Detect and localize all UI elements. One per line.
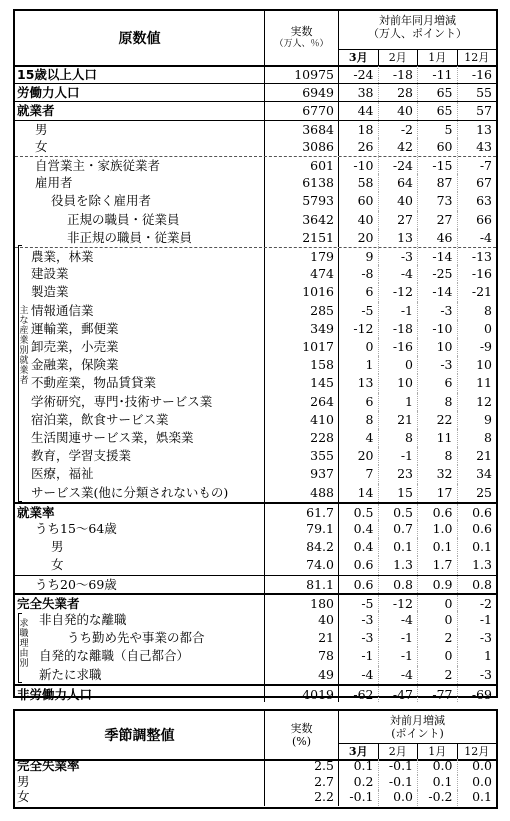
row-change: 40 bbox=[357, 211, 374, 227]
table-header bbox=[15, 11, 496, 67]
row-change: 20 bbox=[357, 229, 374, 245]
row-change: 65 bbox=[417, 84, 457, 101]
table-row bbox=[15, 83, 496, 101]
row-change: 8 bbox=[378, 429, 418, 447]
table-row bbox=[15, 684, 496, 702]
row-label: 女 bbox=[15, 138, 265, 156]
row-label: 不動産業，物品賃貸業 bbox=[15, 374, 265, 392]
table-row bbox=[15, 502, 496, 520]
table-row bbox=[15, 192, 496, 210]
row-change: 0.1 bbox=[457, 538, 497, 556]
row-change: 60 bbox=[417, 138, 457, 156]
row-change: 18 bbox=[357, 121, 374, 137]
row-change: -4 bbox=[457, 229, 497, 247]
row-change: 8 bbox=[457, 302, 497, 320]
table-row bbox=[15, 229, 496, 247]
row-change: -3 bbox=[457, 666, 497, 684]
row-label: 卸売業，小売業 bbox=[15, 338, 265, 356]
table-row bbox=[15, 775, 496, 791]
row-label: 就業者 bbox=[15, 102, 265, 119]
table-row bbox=[15, 759, 496, 775]
row-value: 410 bbox=[265, 411, 339, 429]
row-change: 21 bbox=[457, 447, 497, 465]
row-change: 64 bbox=[378, 174, 418, 192]
table-row bbox=[15, 101, 496, 119]
row-label: 非労働力人口 bbox=[15, 686, 265, 702]
row-change: -2 bbox=[378, 121, 418, 138]
row-change: 9 bbox=[365, 249, 374, 264]
row-change: 1 bbox=[378, 393, 418, 411]
row-label: 宿泊業，飲食サービス業 bbox=[15, 411, 265, 429]
row-change: 40 bbox=[378, 192, 418, 210]
row-change: -47 bbox=[378, 686, 418, 702]
row-value: 3086 bbox=[265, 138, 339, 156]
month-header: 12月 bbox=[457, 743, 497, 759]
row-change: -3 bbox=[361, 612, 374, 627]
row-change: -77 bbox=[417, 686, 457, 702]
table-row bbox=[15, 120, 496, 138]
row-change: 23 bbox=[378, 465, 418, 483]
row-change: 0.6 bbox=[353, 576, 374, 592]
change-header-line1: 対前月増減 bbox=[390, 714, 445, 727]
table-row bbox=[15, 538, 496, 556]
row-change: 0.0 bbox=[417, 759, 457, 775]
row-value: 6138 bbox=[265, 174, 339, 192]
table-row bbox=[15, 647, 496, 665]
row-change: -1 bbox=[457, 611, 497, 629]
row-label: 完全失業者 bbox=[15, 595, 265, 611]
row-change: 28 bbox=[378, 84, 418, 101]
row-change: -4 bbox=[378, 666, 418, 684]
row-change: -16 bbox=[378, 338, 418, 356]
table-row bbox=[15, 575, 496, 593]
table-row bbox=[15, 211, 496, 229]
row-change: 46 bbox=[417, 229, 457, 247]
row-label: 役員を除く雇用者 bbox=[15, 192, 265, 210]
table-row bbox=[15, 356, 496, 374]
row-change: 14 bbox=[357, 484, 374, 500]
row-change: -12 bbox=[353, 320, 374, 336]
row-value: 937 bbox=[265, 465, 339, 483]
row-label: 情報通信業 bbox=[15, 302, 265, 320]
row-value: 78 bbox=[265, 647, 339, 665]
table-row bbox=[15, 156, 496, 174]
row-label: 自営業主・家族従業者 bbox=[15, 157, 265, 174]
month-header: 3月 bbox=[339, 49, 378, 65]
row-change: 38 bbox=[357, 85, 374, 101]
table-row bbox=[15, 666, 496, 684]
row-change: -3 bbox=[361, 630, 374, 646]
row-change: 87 bbox=[417, 174, 457, 192]
row-value: 145 bbox=[265, 374, 339, 392]
value-column-header bbox=[265, 11, 339, 65]
industry-side-label: 主な産業別就業者 bbox=[19, 306, 29, 386]
row-change: 6 bbox=[365, 284, 374, 300]
row-change: 73 bbox=[417, 192, 457, 210]
row-change: -3 bbox=[457, 629, 497, 647]
row-change: 7 bbox=[365, 466, 374, 482]
row-value: 6949 bbox=[265, 84, 339, 101]
row-value: 2.5 bbox=[265, 759, 339, 775]
seasonally-adjusted-table bbox=[13, 709, 498, 809]
month-header: 12月 bbox=[457, 49, 497, 65]
row-value: 3684 bbox=[265, 121, 339, 138]
row-label: 運輸業，郵便業 bbox=[15, 320, 265, 338]
month-header: 1月 bbox=[417, 49, 457, 65]
row-change: 0 bbox=[417, 611, 457, 629]
row-change: 1.7 bbox=[417, 556, 457, 574]
row-change: -3 bbox=[417, 302, 457, 320]
row-change: -24 bbox=[353, 67, 374, 82]
row-change: 0.7 bbox=[378, 520, 418, 538]
row-change: -0.1 bbox=[349, 789, 374, 804]
row-change: -0.1 bbox=[378, 775, 418, 791]
table-row bbox=[15, 302, 496, 320]
row-label: 正規の職員・従業員 bbox=[15, 211, 265, 229]
row-change: 10 bbox=[378, 374, 418, 392]
row-change: 11 bbox=[417, 429, 457, 447]
row-change: 0.1 bbox=[417, 775, 457, 791]
row-change: -12 bbox=[378, 595, 418, 611]
row-change: 0 bbox=[378, 356, 418, 374]
row-change: -3 bbox=[417, 356, 457, 374]
table-row bbox=[15, 611, 496, 629]
row-label: 男 bbox=[15, 775, 265, 791]
row-label: 製造業 bbox=[15, 283, 265, 301]
row-change: 6 bbox=[417, 374, 457, 392]
value-header-unit: (%) bbox=[291, 735, 312, 748]
row-change: -9 bbox=[457, 338, 497, 356]
row-change: 10 bbox=[457, 356, 497, 374]
row-change: -13 bbox=[457, 248, 497, 265]
row-value: 21 bbox=[265, 629, 339, 647]
row-change: -8 bbox=[361, 266, 374, 282]
row-change: 11 bbox=[457, 374, 497, 392]
row-change: -3 bbox=[378, 248, 418, 265]
row-change: 0.1 bbox=[353, 758, 374, 773]
table-row bbox=[15, 429, 496, 447]
row-change: -21 bbox=[457, 283, 497, 301]
row-change: 17 bbox=[417, 484, 457, 502]
row-change: -62 bbox=[353, 686, 374, 702]
change-column-header bbox=[339, 11, 496, 65]
row-change: 1.3 bbox=[457, 556, 497, 574]
row-change: 13 bbox=[378, 229, 418, 247]
row-change: -69 bbox=[457, 686, 497, 702]
row-change: 43 bbox=[457, 138, 497, 156]
row-value: 228 bbox=[265, 429, 339, 447]
row-change: 0.4 bbox=[353, 539, 374, 555]
row-label: 15歳以上人口 bbox=[15, 66, 265, 83]
table-row bbox=[15, 447, 496, 465]
row-value: 79.1 bbox=[265, 520, 339, 538]
row-change: 0.2 bbox=[353, 773, 374, 789]
row-change: -25 bbox=[417, 265, 457, 283]
row-change: -5 bbox=[361, 302, 374, 318]
row-label: 医療，福祉 bbox=[15, 465, 265, 483]
row-change: 0.5 bbox=[353, 504, 374, 520]
row-value: 474 bbox=[265, 265, 339, 283]
row-change: -16 bbox=[457, 66, 497, 83]
row-value: 10975 bbox=[265, 66, 339, 83]
row-change: 2 bbox=[417, 629, 457, 647]
row-change: 0.0 bbox=[378, 790, 418, 806]
row-change: -0.2 bbox=[417, 790, 457, 806]
row-label: 生活関連サービス業，娯楽業 bbox=[15, 429, 265, 447]
row-change: -2 bbox=[457, 595, 497, 611]
table-row bbox=[15, 65, 496, 83]
row-change: 8 bbox=[417, 447, 457, 465]
row-change: 0.6 bbox=[457, 504, 497, 520]
row-change: -16 bbox=[457, 265, 497, 283]
row-change: 10 bbox=[417, 338, 457, 356]
row-change: -10 bbox=[353, 158, 374, 173]
row-label: 非自発的な離職 bbox=[15, 611, 265, 629]
row-label: 雇用者 bbox=[15, 174, 265, 192]
row-label: 女 bbox=[15, 790, 265, 806]
row-value: 2.7 bbox=[265, 775, 339, 791]
row-value: 40 bbox=[265, 611, 339, 629]
row-label: 金融業，保険業 bbox=[15, 356, 265, 374]
row-label: サービス業(他に分類されないもの) bbox=[15, 484, 265, 502]
row-change: 0.6 bbox=[417, 504, 457, 520]
table-row bbox=[15, 338, 496, 356]
row-change: 0.5 bbox=[378, 504, 418, 520]
month-headers bbox=[339, 49, 496, 65]
table-header bbox=[15, 711, 496, 761]
row-change: -15 bbox=[417, 157, 457, 174]
row-value: 2151 bbox=[265, 229, 339, 247]
row-change: 20 bbox=[357, 448, 374, 464]
row-change: 42 bbox=[378, 138, 418, 156]
row-label: 就業率 bbox=[15, 504, 265, 520]
row-value: 74.0 bbox=[265, 556, 339, 574]
row-change: -4 bbox=[361, 666, 374, 682]
table-row bbox=[15, 790, 496, 806]
row-change: 63 bbox=[457, 192, 497, 210]
row-change: 34 bbox=[457, 465, 497, 483]
row-value: 5793 bbox=[265, 192, 339, 210]
row-change: 27 bbox=[417, 211, 457, 229]
month-header: 2月 bbox=[378, 49, 418, 65]
row-value: 81.1 bbox=[265, 576, 339, 593]
table-row bbox=[15, 556, 496, 574]
row-label: 女 bbox=[15, 556, 265, 574]
row-change: 21 bbox=[378, 411, 418, 429]
row-change: 8 bbox=[457, 429, 497, 447]
row-label: 新たに求職 bbox=[15, 666, 265, 684]
change-header-line1: 対前年同月増減 bbox=[379, 14, 456, 27]
row-change: -11 bbox=[417, 66, 457, 83]
row-change: 5 bbox=[417, 121, 457, 138]
row-change: -4 bbox=[378, 611, 418, 629]
table-row bbox=[15, 484, 496, 502]
row-value: 84.2 bbox=[265, 538, 339, 556]
row-value: 1017 bbox=[265, 338, 339, 356]
row-change: 0 bbox=[417, 647, 457, 665]
row-change: -1 bbox=[378, 647, 418, 665]
row-label: 学術研究，専門･技術サービス業 bbox=[15, 393, 265, 411]
row-change: 22 bbox=[417, 411, 457, 429]
row-change: 4 bbox=[365, 430, 374, 445]
row-change: 8 bbox=[417, 393, 457, 411]
change-header-line2: （万人、ポイント） bbox=[368, 27, 467, 40]
row-change: 0.0 bbox=[457, 775, 497, 791]
table-row bbox=[15, 465, 496, 483]
row-change: 1.0 bbox=[417, 520, 457, 538]
row-change: -14 bbox=[417, 283, 457, 301]
row-change: -1 bbox=[378, 629, 418, 647]
row-label: うち15～64歳 bbox=[15, 520, 265, 538]
row-label: 教育，学習支援業 bbox=[15, 447, 265, 465]
row-change: 0.1 bbox=[457, 790, 497, 806]
row-value: 264 bbox=[265, 393, 339, 411]
value-header-label: 実数 bbox=[290, 25, 313, 38]
row-change: 15 bbox=[378, 484, 418, 502]
value-header-unit: （万人、％） bbox=[274, 39, 329, 49]
row-value: 349 bbox=[265, 320, 339, 338]
value-header-label: 実数 bbox=[290, 722, 313, 735]
row-value: 355 bbox=[265, 447, 339, 465]
row-value: 49 bbox=[265, 666, 339, 684]
row-change: 0.4 bbox=[353, 521, 374, 536]
row-change: -14 bbox=[417, 248, 457, 265]
month-header: 3月 bbox=[339, 743, 378, 759]
row-change: 8 bbox=[365, 411, 374, 427]
row-change: 13 bbox=[357, 375, 374, 391]
row-label: うち20～69歳 bbox=[15, 576, 265, 593]
table-row bbox=[15, 629, 496, 647]
row-label: 男 bbox=[15, 121, 265, 138]
row-change: 0.0 bbox=[457, 759, 497, 775]
row-change: 27 bbox=[378, 211, 418, 229]
row-change: 32 bbox=[417, 465, 457, 483]
row-change: -4 bbox=[378, 265, 418, 283]
row-change: 0.1 bbox=[378, 538, 418, 556]
row-value: 601 bbox=[265, 157, 339, 174]
original-data-table bbox=[13, 9, 498, 702]
row-change: 66 bbox=[457, 211, 497, 229]
row-value: 179 bbox=[265, 248, 339, 265]
row-change: 1.3 bbox=[378, 556, 418, 574]
row-change: -0.1 bbox=[378, 759, 418, 775]
change-header-line2: (ポイント) bbox=[391, 727, 444, 740]
table-row bbox=[15, 247, 496, 265]
row-value: 1016 bbox=[265, 283, 339, 301]
reason-side-label: 求職理由別 bbox=[19, 619, 29, 669]
row-change: 0.8 bbox=[457, 576, 497, 593]
row-label: 非正規の職員・従業員 bbox=[15, 229, 265, 247]
row-change: 40 bbox=[378, 102, 418, 119]
row-change: -1 bbox=[378, 302, 418, 320]
row-change: 65 bbox=[417, 102, 457, 119]
row-change: -1 bbox=[361, 648, 374, 664]
row-change: 58 bbox=[357, 175, 374, 191]
row-value: 6770 bbox=[265, 102, 339, 119]
table-row bbox=[15, 374, 496, 392]
table-row bbox=[15, 393, 496, 411]
row-change: 0.6 bbox=[457, 520, 497, 538]
row-change: 0 bbox=[457, 320, 497, 338]
row-value: 158 bbox=[265, 356, 339, 374]
table-row bbox=[15, 265, 496, 283]
table-row bbox=[15, 174, 496, 192]
row-label: 男 bbox=[15, 538, 265, 556]
row-change: 0.9 bbox=[417, 576, 457, 593]
row-change: 0 bbox=[365, 339, 374, 354]
row-value: 488 bbox=[265, 484, 339, 502]
row-change: 12 bbox=[457, 393, 497, 411]
table-row bbox=[15, 593, 496, 611]
row-change: 25 bbox=[457, 484, 497, 502]
row-change: 9 bbox=[457, 411, 497, 429]
row-change: 2 bbox=[417, 666, 457, 684]
row-change: 0.8 bbox=[378, 576, 418, 593]
row-label: 農業，林業 bbox=[15, 248, 265, 265]
row-value: 61.7 bbox=[265, 504, 339, 520]
row-change: 1 bbox=[457, 647, 497, 665]
row-change: 0 bbox=[417, 595, 457, 611]
month-header: 1月 bbox=[417, 743, 457, 759]
row-change: -7 bbox=[457, 157, 497, 174]
row-label: 自発的な離職（自己都合） bbox=[15, 647, 265, 665]
row-change: 60 bbox=[357, 193, 374, 209]
row-change: 55 bbox=[457, 84, 497, 101]
table-row bbox=[15, 283, 496, 301]
row-change: 57 bbox=[457, 102, 497, 119]
row-change: 26 bbox=[357, 138, 374, 154]
row-change: -10 bbox=[417, 320, 457, 338]
row-change: -24 bbox=[378, 157, 418, 174]
table-row bbox=[15, 138, 496, 156]
table-title: 原数値 bbox=[15, 11, 265, 65]
row-change: 0.6 bbox=[353, 557, 374, 573]
row-value: 3642 bbox=[265, 211, 339, 229]
month-headers bbox=[339, 743, 496, 759]
row-change: 44 bbox=[357, 103, 374, 119]
row-change: 13 bbox=[457, 121, 497, 138]
row-change: 0.1 bbox=[417, 538, 457, 556]
table-title: 季節調整値 bbox=[15, 711, 265, 759]
row-change: -5 bbox=[361, 595, 374, 611]
row-value: 2.2 bbox=[265, 790, 339, 806]
row-change: -18 bbox=[378, 320, 418, 338]
row-change: 6 bbox=[365, 393, 374, 409]
row-change: -1 bbox=[378, 447, 418, 465]
change-column-header bbox=[339, 711, 496, 759]
row-value: 285 bbox=[265, 302, 339, 320]
row-change: 1 bbox=[365, 357, 374, 373]
row-label: 建設業 bbox=[15, 265, 265, 283]
month-header: 2月 bbox=[378, 743, 418, 759]
row-label: 完全失業率 bbox=[15, 759, 265, 775]
table-row bbox=[15, 411, 496, 429]
row-change: 67 bbox=[457, 174, 497, 192]
row-label: うち勤め先や事業の都合 bbox=[15, 629, 265, 647]
row-value: 180 bbox=[265, 595, 339, 611]
row-value: 4019 bbox=[265, 686, 339, 702]
row-change: -12 bbox=[378, 283, 418, 301]
value-column-header bbox=[265, 711, 339, 759]
table-row bbox=[15, 320, 496, 338]
row-label: 労働力人口 bbox=[15, 84, 265, 101]
row-change: -18 bbox=[378, 66, 418, 83]
table-row bbox=[15, 520, 496, 538]
